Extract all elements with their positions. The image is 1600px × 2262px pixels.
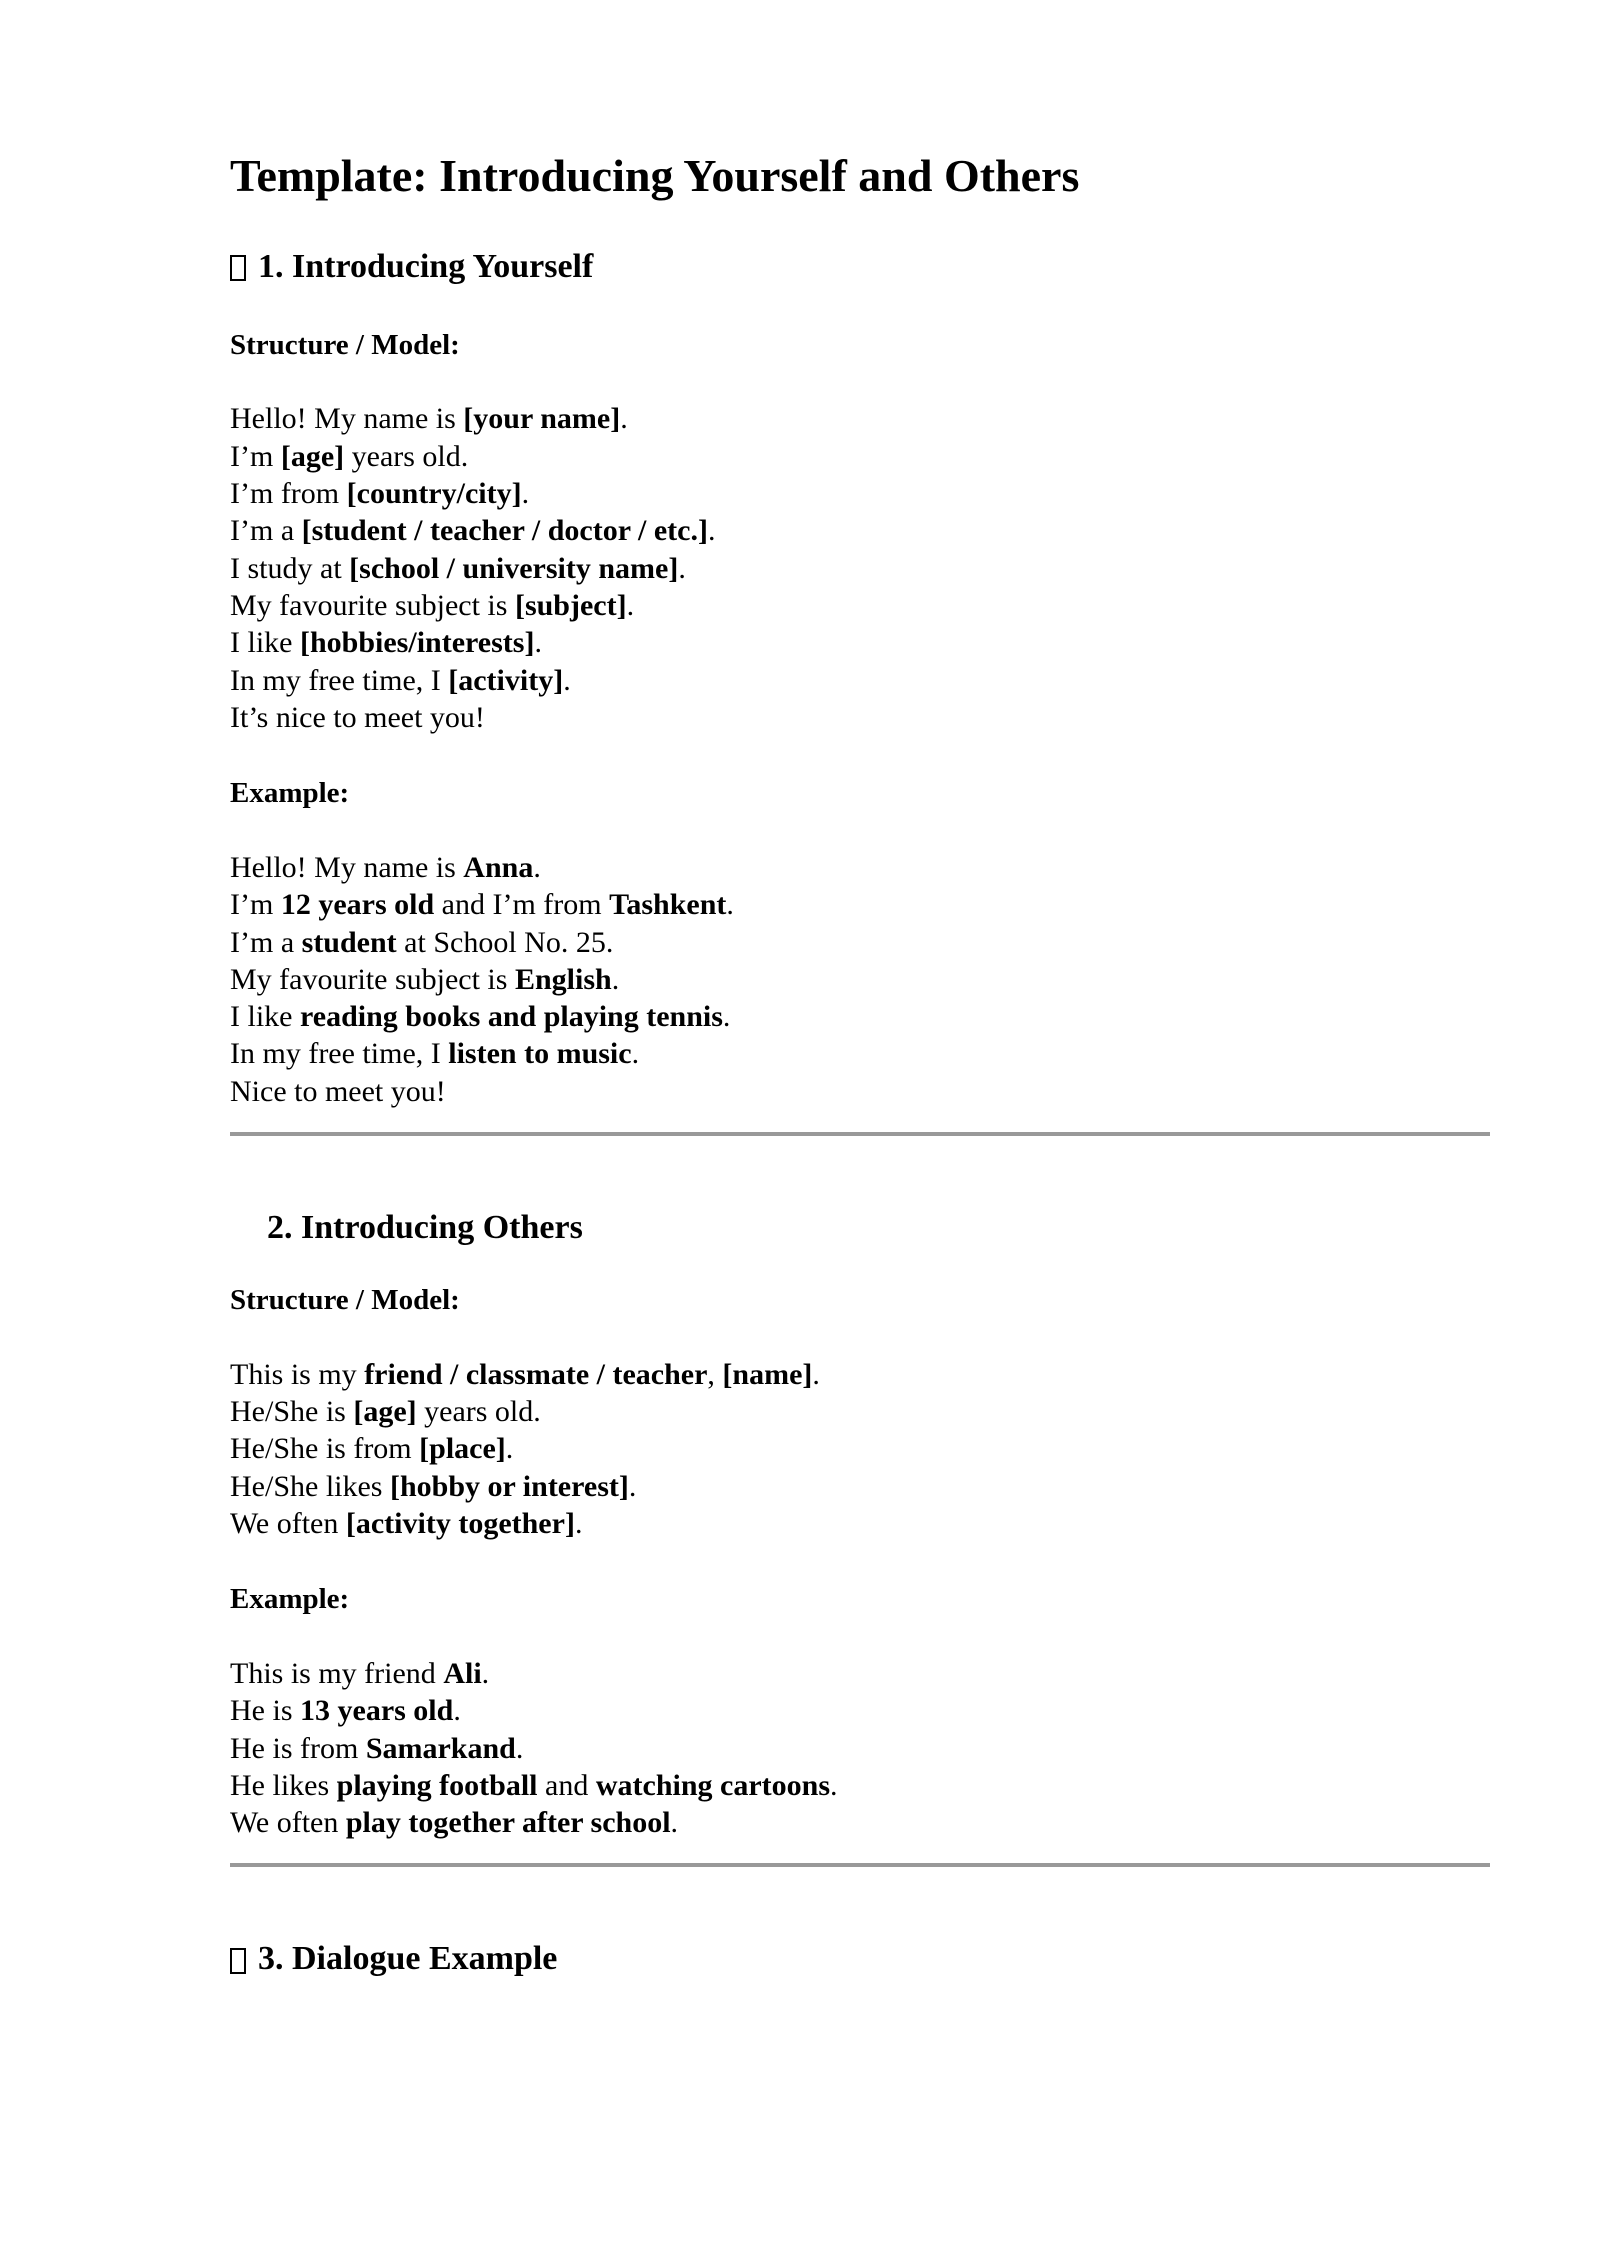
text-line xyxy=(230,924,1490,961)
text-line xyxy=(230,1430,1490,1467)
text: . xyxy=(481,1656,490,1690)
structure-lines xyxy=(230,1356,1490,1542)
bold-text: Samarkand xyxy=(365,1731,516,1765)
structure-label: Structure / Model: xyxy=(230,328,460,361)
text: In my free time, I xyxy=(230,1037,449,1071)
bold-text: reading books and playing tennis xyxy=(299,1000,723,1034)
bold-text: [hobby or interest] xyxy=(389,1469,629,1503)
text-line xyxy=(230,849,1490,886)
text: . xyxy=(574,1506,583,1540)
section-heading-text: 2. Introducing Others xyxy=(267,1209,583,1247)
text: In my free time, I xyxy=(230,663,449,697)
text: I’m from xyxy=(230,477,347,511)
text: He is from xyxy=(230,1731,366,1765)
text: , xyxy=(707,1357,723,1391)
text: I study at xyxy=(230,551,350,585)
text: . xyxy=(722,1000,731,1034)
text: . xyxy=(515,1731,524,1765)
text: years old. xyxy=(416,1394,541,1428)
text: . xyxy=(812,1357,820,1391)
text-line xyxy=(230,1468,1490,1505)
text: We often xyxy=(230,1806,346,1840)
text-line xyxy=(230,886,1490,923)
text: . xyxy=(505,1432,514,1466)
bold-text: [activity] xyxy=(448,663,564,697)
bold-text: [your name] xyxy=(463,402,621,436)
text: He/She is from xyxy=(230,1432,420,1466)
text: and I’m from xyxy=(434,888,610,922)
text: . xyxy=(707,514,716,548)
section-heading-text: 1. Introducing Yourself xyxy=(258,247,594,285)
document-page xyxy=(230,150,1490,1980)
bold-text: Anna xyxy=(463,850,534,884)
bold-text: [hobbies/interests] xyxy=(299,626,535,660)
bold-text: play together after school xyxy=(345,1806,671,1840)
bold-text: English xyxy=(514,962,612,996)
text: I’m a xyxy=(230,925,302,959)
bold-text: Tashkent xyxy=(609,888,727,922)
bold-text: 13 years old xyxy=(300,1694,454,1728)
text: . xyxy=(534,626,542,660)
text: I’m xyxy=(230,888,281,922)
text: I’m xyxy=(230,439,281,473)
example-label: Example: xyxy=(230,1583,350,1616)
section-divider xyxy=(230,1132,1490,1136)
bold-text: student xyxy=(301,925,397,959)
text-line xyxy=(230,1393,1490,1430)
bold-text: [activity together] xyxy=(345,1506,575,1540)
bold-text: friend / classmate / teacher xyxy=(364,1357,708,1391)
text: and xyxy=(537,1768,596,1802)
section-heading-introducing-others xyxy=(230,1208,1490,1249)
text: . xyxy=(678,551,686,585)
text: Hello! My name is xyxy=(230,402,464,436)
text: . xyxy=(726,888,734,922)
example-lines xyxy=(230,849,1490,1110)
text: He likes xyxy=(230,1768,337,1802)
text: Hello! My name is xyxy=(230,850,464,884)
text-line xyxy=(230,1804,1490,1841)
bold-text: [age] xyxy=(353,1394,417,1428)
text: He/She likes xyxy=(230,1469,390,1503)
text: . xyxy=(563,663,571,697)
bold-text: [place] xyxy=(419,1432,506,1466)
bold-text: [subject] xyxy=(514,588,627,622)
bold-text: 12 years old xyxy=(280,888,435,922)
section-heading-introducing-yourself xyxy=(230,247,1490,288)
text-line xyxy=(230,1035,1490,1072)
text: . xyxy=(611,962,620,996)
text-line xyxy=(230,587,1490,624)
bold-text: Ali xyxy=(443,1656,482,1690)
text-line xyxy=(230,624,1490,661)
bold-text: [age] xyxy=(280,439,345,473)
section-divider xyxy=(230,1863,1490,1867)
text: He/She is xyxy=(230,1394,354,1428)
text: . xyxy=(631,1037,640,1071)
text-line xyxy=(230,550,1490,587)
text-line xyxy=(230,1655,1490,1692)
text: . xyxy=(670,1806,679,1840)
text: . xyxy=(620,402,628,436)
text: I like xyxy=(230,1000,300,1034)
text: I like xyxy=(230,626,300,660)
text: It’s nice to meet you! xyxy=(230,700,485,734)
text-line xyxy=(230,998,1490,1035)
text-line xyxy=(230,1692,1490,1729)
bold-text: [student / teacher / doctor / etc.] xyxy=(301,514,708,548)
bold-text: [country/city] xyxy=(346,477,522,511)
text: My favourite subject is xyxy=(230,588,515,622)
text: . xyxy=(453,1694,461,1728)
text: I’m a xyxy=(230,514,302,548)
text: He is xyxy=(230,1694,300,1728)
text-line xyxy=(230,512,1490,549)
example-label: Example: xyxy=(230,777,350,810)
text: My favourite subject is xyxy=(230,962,515,996)
text-line xyxy=(230,1767,1490,1804)
bold-text: listen to music xyxy=(448,1037,632,1071)
bold-text: [school / university name] xyxy=(349,551,679,585)
text: . xyxy=(628,1469,637,1503)
text: This is my xyxy=(230,1357,365,1391)
text: . xyxy=(626,588,635,622)
text: . xyxy=(521,477,530,511)
bold-text: playing football xyxy=(336,1768,538,1802)
text-line xyxy=(230,438,1490,475)
section-heading-dialogue-example xyxy=(230,1939,1490,1980)
text-line xyxy=(230,662,1490,699)
example-lines xyxy=(230,1655,1490,1841)
text-line xyxy=(230,1073,1490,1110)
structure-label: Structure / Model: xyxy=(230,1283,460,1316)
text-line xyxy=(230,1505,1490,1542)
text: at School No. 25. xyxy=(396,925,614,959)
text-line xyxy=(230,1356,1490,1393)
structure-lines xyxy=(230,400,1490,736)
page-title: Template: Introducing Yourself and Others xyxy=(230,150,1080,201)
section-heading-text: 3. Dialogue Example xyxy=(258,1940,558,1978)
text: . xyxy=(533,850,541,884)
missing-glyph-icon xyxy=(230,1948,246,1974)
text: . xyxy=(830,1768,838,1802)
text-line xyxy=(230,961,1490,998)
bold-text: [name] xyxy=(722,1357,813,1391)
text-line xyxy=(230,699,1490,736)
missing-glyph-icon xyxy=(230,255,246,281)
text: This is my friend xyxy=(230,1656,444,1690)
text-line xyxy=(230,475,1490,512)
text: Nice to meet you! xyxy=(230,1074,446,1108)
text: years old. xyxy=(344,439,469,473)
text-line xyxy=(230,1730,1490,1767)
text-line xyxy=(230,400,1490,437)
text: We often xyxy=(230,1506,346,1540)
bold-text: watching cartoons xyxy=(595,1768,830,1802)
